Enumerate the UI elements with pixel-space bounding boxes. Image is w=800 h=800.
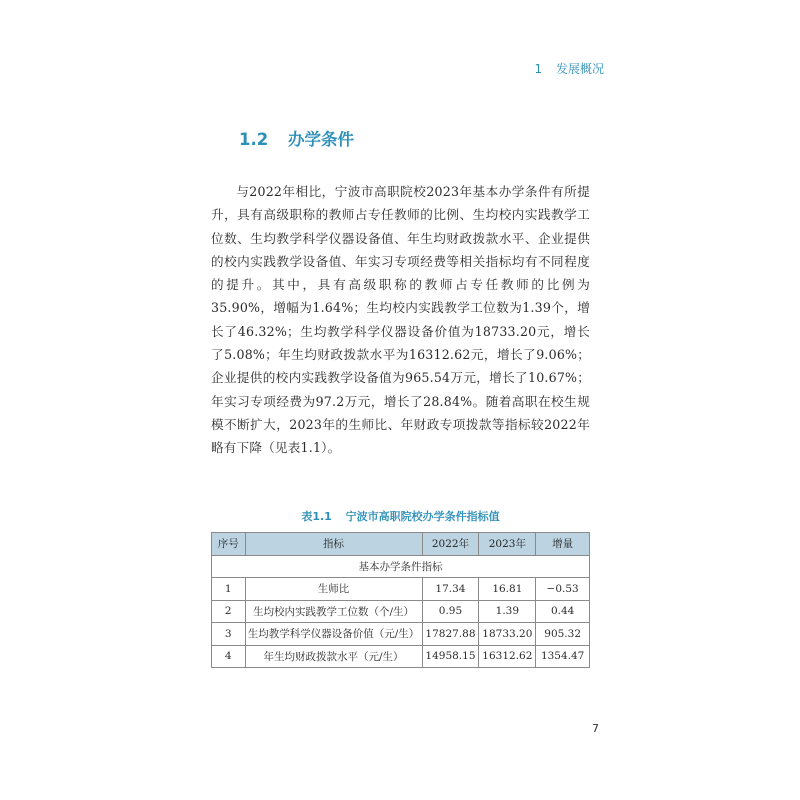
cell-2023: 16312.62 [479,645,536,668]
cell-increment: 1354.47 [536,645,590,668]
section-number: 1.2 [239,130,269,149]
table-caption-number: 表1.1 [301,510,332,523]
table-caption-title: 宁波市高职院校办学条件指标值 [345,510,500,523]
body-paragraph: 与2022年相比，宁波市高职院校2023年基本办学条件有所提升，具有高级职称的教师占专任教师的比例、生均校内实践教学工位数、生均教学科学仪器设备值、年生均财政拨款水平、企业提供的校内实践教学设备值、年实习专项经费等相关指标均有不同程度的提升。其中，具有高级职称的教师占专任教师的比例为35.90%，增幅为1.64%；生均校内实践教学工位数为1.39个，增长了46.32%；生均教学科学仪器设备价值为18733.20元，增长了5.08%；年生均财政拨款水平为16312.62元，增长了9.06%；企业提供的校内实践教学设备值为965.54万元，增长了10.67%；年实习专项经费为97.2万元，增长了28.84%。随着高职在校生规模不断扩大，2023年的生师比、年财政专项拨款等指标较2022年略有下降（见表1.1）。 [211,184,590,456]
table-row [212,623,590,646]
cell-increment: −0.53 [536,578,590,601]
table-row [212,645,590,668]
cell-2022: 14958.15 [422,645,479,668]
running-head [535,60,604,77]
cell-indicator: 年生均财政拨款水平（元/生） [245,645,422,668]
cell-2023: 16.81 [479,578,536,601]
cell-2023: 1.39 [479,600,536,623]
header-2022: 2022年 [422,533,479,556]
indicators-table [211,532,590,668]
cell-index: 3 [212,623,246,646]
header-increment: 增量 [536,533,590,556]
section-heading [239,126,354,150]
cell-indicator: 生均教学科学仪器设备价值（元/生） [245,623,422,646]
cell-2022: 0.95 [422,600,479,623]
cell-indicator: 生师比 [245,578,422,601]
table-caption [211,508,590,524]
table-row [212,600,590,623]
cell-indicator: 生均校内实践教学工位数（个/生） [245,600,422,623]
cell-2022: 17.34 [422,578,479,601]
cell-increment: 0.44 [536,600,590,623]
header-index: 序号 [212,533,246,556]
group-label: 基本办学条件指标 [212,555,590,578]
header-indicator: 指标 [245,533,422,556]
section-title: 办学条件 [287,130,354,149]
table-row [212,578,590,601]
cell-index: 2 [212,600,246,623]
chapter-title: 发展概况 [555,62,604,76]
table-group-row [212,555,590,578]
table-header-row [212,533,590,556]
cell-index: 4 [212,645,246,668]
header-2023: 2023年 [479,533,536,556]
page-number: 7 [592,722,599,735]
cell-increment: 905.32 [536,623,590,646]
cell-2022: 17827.88 [422,623,479,646]
cell-2023: 18733.20 [479,623,536,646]
cell-index: 1 [212,578,246,601]
chapter-number: 1 [534,62,543,76]
